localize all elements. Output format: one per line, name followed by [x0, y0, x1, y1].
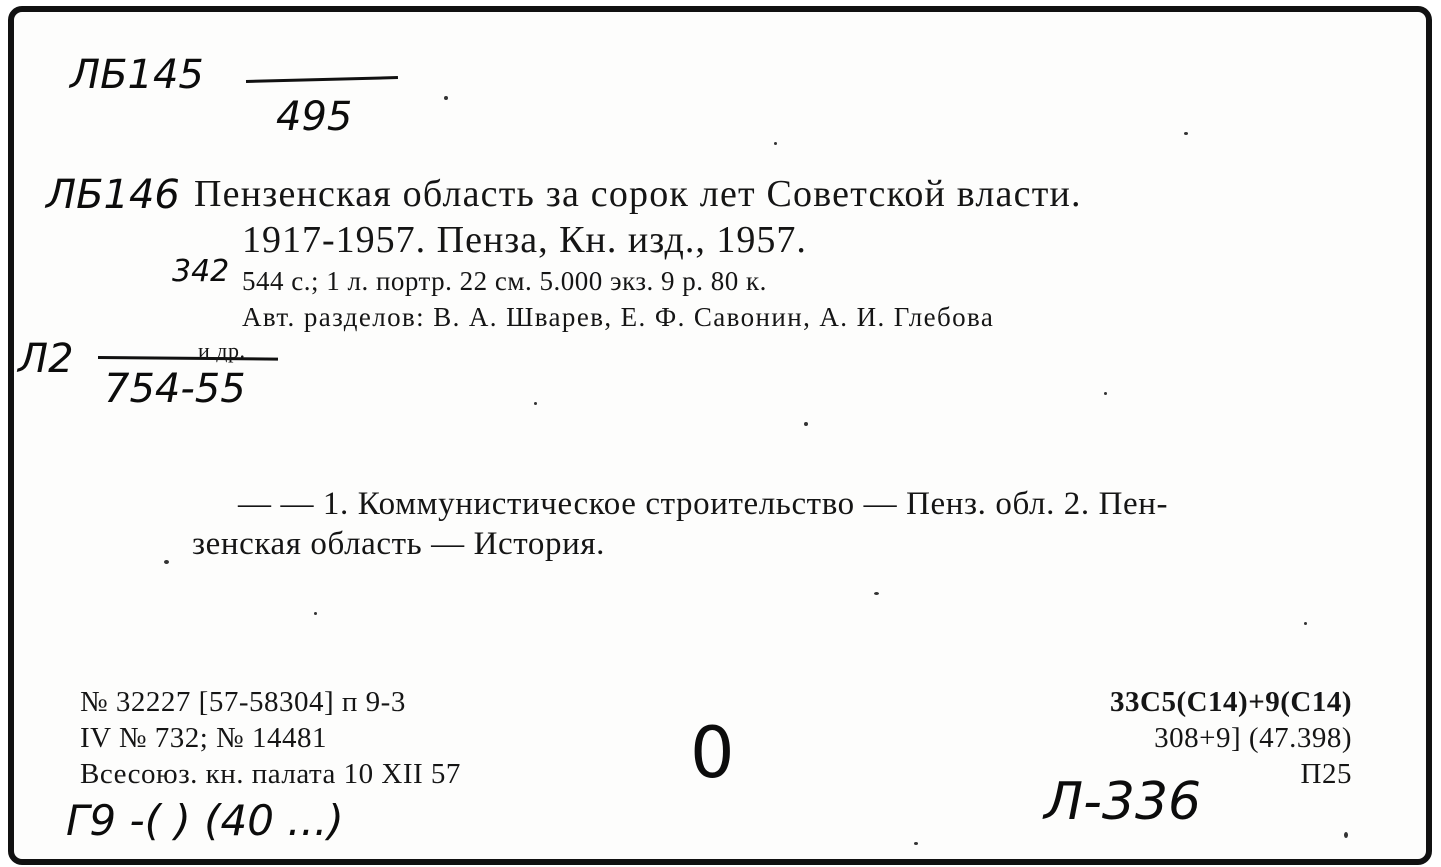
scan-speck: [444, 96, 448, 100]
entry-years-line: 1917-1957. Пенза, Кн. изд., 1957.: [242, 219, 807, 261]
imprint-line-1: № 32227 [57-58304] п 9-3: [80, 686, 406, 718]
scan-speck: [804, 422, 808, 426]
shelf-mark-low-number: 754-55: [104, 366, 246, 412]
scan-speck: [774, 142, 777, 145]
shelf-mark-top-number: 495: [276, 94, 353, 140]
classification-line-1: 33С5(С14)+9(С14): [1110, 686, 1352, 718]
scan-speck: [1184, 132, 1188, 135]
scan-speck: [1344, 832, 1348, 838]
shelf-mark-low: Л2: [18, 336, 74, 382]
scan-speck: [534, 402, 537, 405]
scan-speck: [314, 612, 317, 615]
imprint-line-2: IV № 732; № 14481: [80, 722, 327, 754]
handwritten-bottom-left: Г9 -( ) (40 ...): [66, 796, 344, 845]
shelf-mark-top-rule: [246, 76, 398, 83]
entry-authors-continued: и др.: [198, 338, 246, 363]
handwritten-circle-zero: 0: [690, 712, 735, 794]
handwritten-bottom-right: Л-336: [1044, 772, 1202, 832]
shelf-mark-low-rule: [98, 356, 278, 361]
imprint-line-3: Всесоюз. кн. палата 10 XII 57: [80, 758, 461, 790]
shelf-mark-top: ЛБ145: [70, 52, 204, 98]
scan-speck: [1104, 392, 1107, 395]
subject-headings-line-1: — — 1. Коммунистическое строительство — Пенз. обл. 2. Пен-: [238, 486, 1169, 522]
catalog-card: [8, 6, 1432, 865]
shelf-mark-middle: ЛБ146: [46, 172, 180, 218]
scan-speck: [874, 592, 879, 595]
entry-physical-line: 544 с.; 1 л. портр. 22 см. 5.000 экз. 9 р. 80 к.: [242, 266, 767, 296]
scan-speck: [914, 842, 918, 845]
subject-headings-line-2: зенская область — История.: [192, 526, 605, 562]
scan-speck: [1304, 622, 1307, 625]
shelf-mark-middle-number: 342: [172, 254, 230, 289]
entry-authors-line: Авт. разделов: В. А. Шварев, Е. Ф. Савонин, А. И. Глебова: [242, 302, 995, 332]
classification-line-2: 308+9] (47.398): [1154, 722, 1352, 754]
classification-line-3: П25: [1300, 758, 1352, 790]
scan-speck: [164, 560, 169, 564]
entry-title-line: Пензенская область за сорок лет Советской власти.: [194, 173, 1082, 215]
